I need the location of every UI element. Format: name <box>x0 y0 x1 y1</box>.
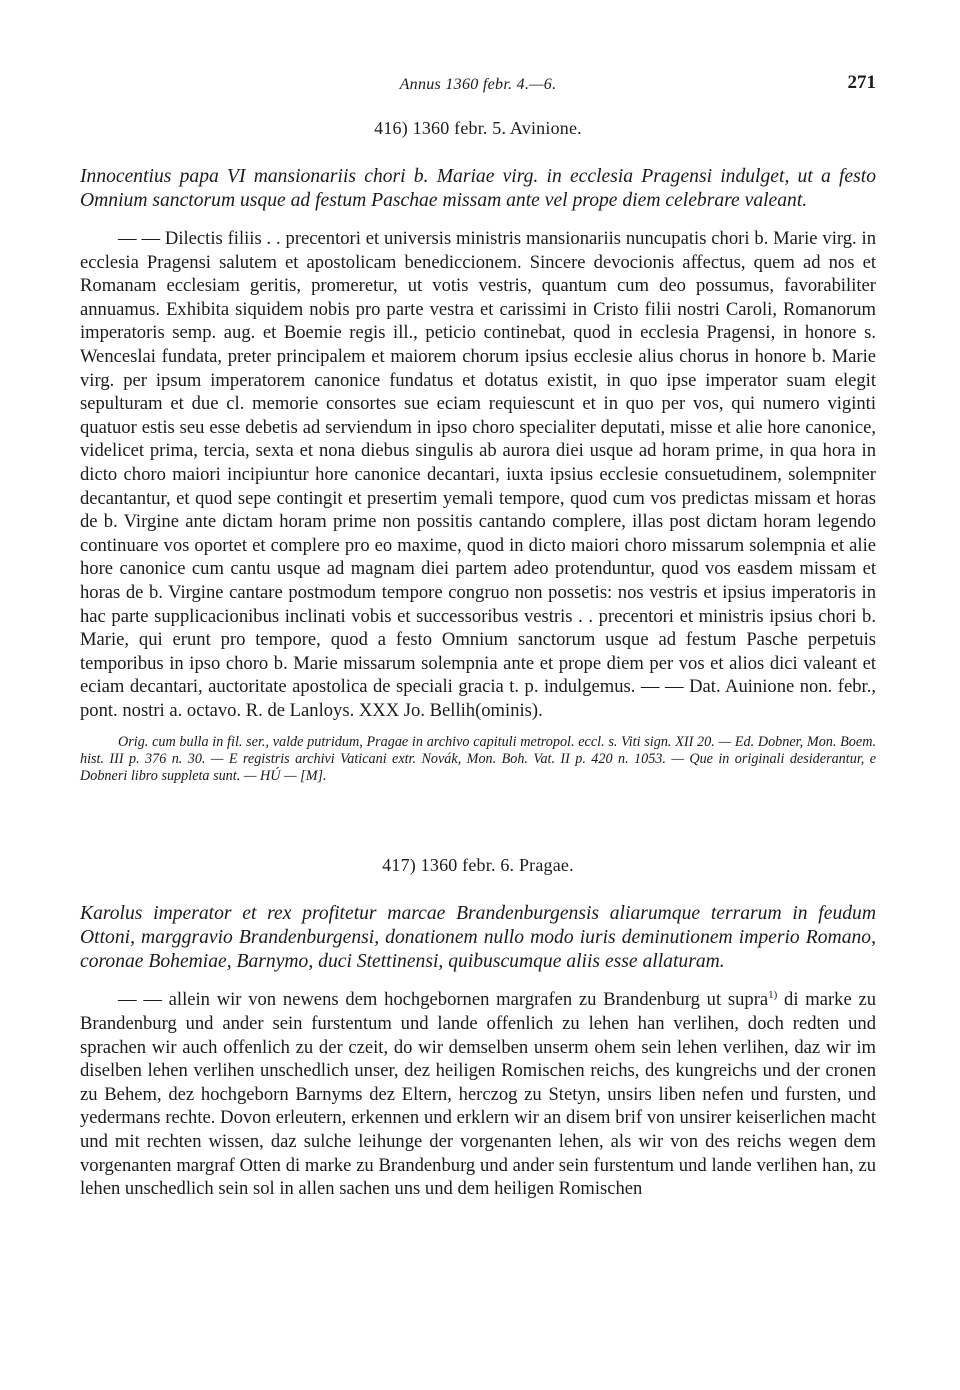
document-text: — — Dilectis filiis . . precentori et universis ministris mansionariis nuncupatis chori b. Marie virg. in ecclesia Pragensi salutem et apostolicam benediccionem. Sincere devocionis affectus, quem ad nos et Romanam ecclesiam geritis, promeretur, ut votis vestris, quantum cum deo possumus, favorabiliter annuamus. Exhibita siquidem nobis pro parte vestra et carissimi in Cristo filii nostri Caroli, Romanorum imperatoris semp. aug. et Boemie regis ill., peticio continebat, quod in ecclesia Pragensi, in honore s. Wenceslai fundata, preter principalem et maiorem chorum ipsius ecclesie alius chorus in honore b. Marie virg. per ipsum imperatorem canonice fundatus et dotatus existit, in quo ipse imperator suam elegit sepulturam et due cl. memorie consortes sue eciam requiescunt et in quo per vos, qui numero viginti quatuor estis seu esse debetis ad serviendum in ipso choro specialiter deputati, misse et alie hore canonice, videlicet prima, tercia, sexta et nona diebus singulis ab aurora diei usque ad horam prime, in qua hora in dicto choro maiori incipiuntur hore canonice decantari, iuxta ipsius ecclesie consuetudinem, solempniter decantantur, et quod sepe contingit et presertim yemali tempore, quod cum vos predictas missam et horas de b. Virgine ante dictam horam prime non possitis cantando complere, illas post dictam horam legendo continuare vos oportet et complere pro eo maxime, quod in dicto maiori choro missarum solempnia et alie hore canonice cum cantu usque ad magnam diei partem adeo protenduntur, quod vos easdem missam et horas de b. Virgine cantare postmodum tempore congruo non possetis: nos vestris et ipsius imperatoris in hac parte supplicacionibus inclinati vobis et successoribus vestris . . precentori et ministris ipsius chori b. Marie, qui erunt pro tempore, quod a festo Omnium sanctorum usque ad festum Pasche perpetuis temporibus in ipso choro b. Marie missarum solempnia ante et prope diem per vos et alios dici valeant et eciam decantari, auctoritate apostolica de speciali gracia t. p. indulgemus. — — Dat. Auinione non. febr., pont. nostri a. octavo. R. de Lanloys. XXX Jo. Bellih(ominis). <box>80 228 876 721</box>
document-text <box>80 988 876 1200</box>
document-page <box>80 72 876 1201</box>
running-head <box>80 72 876 100</box>
footnote-reference[interactable]: 1) <box>768 989 778 1002</box>
document-regest: Karolus imperator et rex profitetur marcae Brandenburgensis aliarumque terrarum in feudum Ottoni, marggravio Brandenburgensi, donationem nullo modo iuris deminutionem imperio Romano, coronae Bohemiae, Barnymo, duci Stettinensi, quibuscumque aliis esse allaturam. <box>80 903 876 973</box>
document-regest: Innocentius papa VI mansionariis chori b. Mariae virg. in ecclesia Pragensi indulget, ut a festo Omnium sanctorum usque ad festum Paschae missam ante vel prope diem celebrare valeant. <box>80 166 876 211</box>
running-title: Annus 1360 febr. 4.—6. <box>399 76 557 93</box>
text-before-footnote: — — allein wir von newens dem hochgebornen margrafen zu Brandenburg ut supra <box>118 989 769 1011</box>
text-after-footnote: di marke zu Brandenburg und ander sein furstentum und lande offenlich zu lehen han verlihen, doch redten und sprachen wir auch offenlich zu der czeit, do wir demselben unserm ohem sein lehen verlihen, daz wir im diselben lehen verlihen unschedlich unser, dez heiligen Romischen reichs, des kungreichs und der cronen zu Behem, dez hochgeborn Barnyms dez Eltern, herczog zu Stetyn, unsirs liben nefen und fursten, und yedermans rechte. Dovon erleutern, erkennen und erklern wir an disem brif von unsirer keiserlichen macht und mit rechten wissen, daz sulche leihunge der vorgenanten lehen, als wir von des reichs wegen dem vorgenanten margraf Otten di marke zu Brandenburg und ander sein furstentum und lande verlihen han, zu lehen unschedlich sein sol in allen sachen uns und dem heiligen Romischen <box>80 989 876 1200</box>
document-417 <box>80 855 876 1200</box>
page-number: 271 <box>847 72 876 93</box>
document-416 <box>80 118 876 785</box>
source-notes: Orig. cum bulla in fil. ser., valde putridum, Pragae in archivo capituli metropol. eccl. s. Viti sign. XII 20. — Ed. Dobner, Mon. Boem. hist. III p. 376 n. 30. — E registris archivi Vaticani extr. Novák, Mon. Boh. Vat. II p. 420 n. 1053. — Que in originali desiderantur, e Dobneri libro suppleta sunt. — HÚ — [M]. <box>80 734 876 785</box>
section-gap <box>80 785 876 837</box>
document-heading: 416) 1360 febr. 5. Avinione. <box>374 118 582 138</box>
document-heading: 417) 1360 febr. 6. Pragae. <box>382 855 574 876</box>
